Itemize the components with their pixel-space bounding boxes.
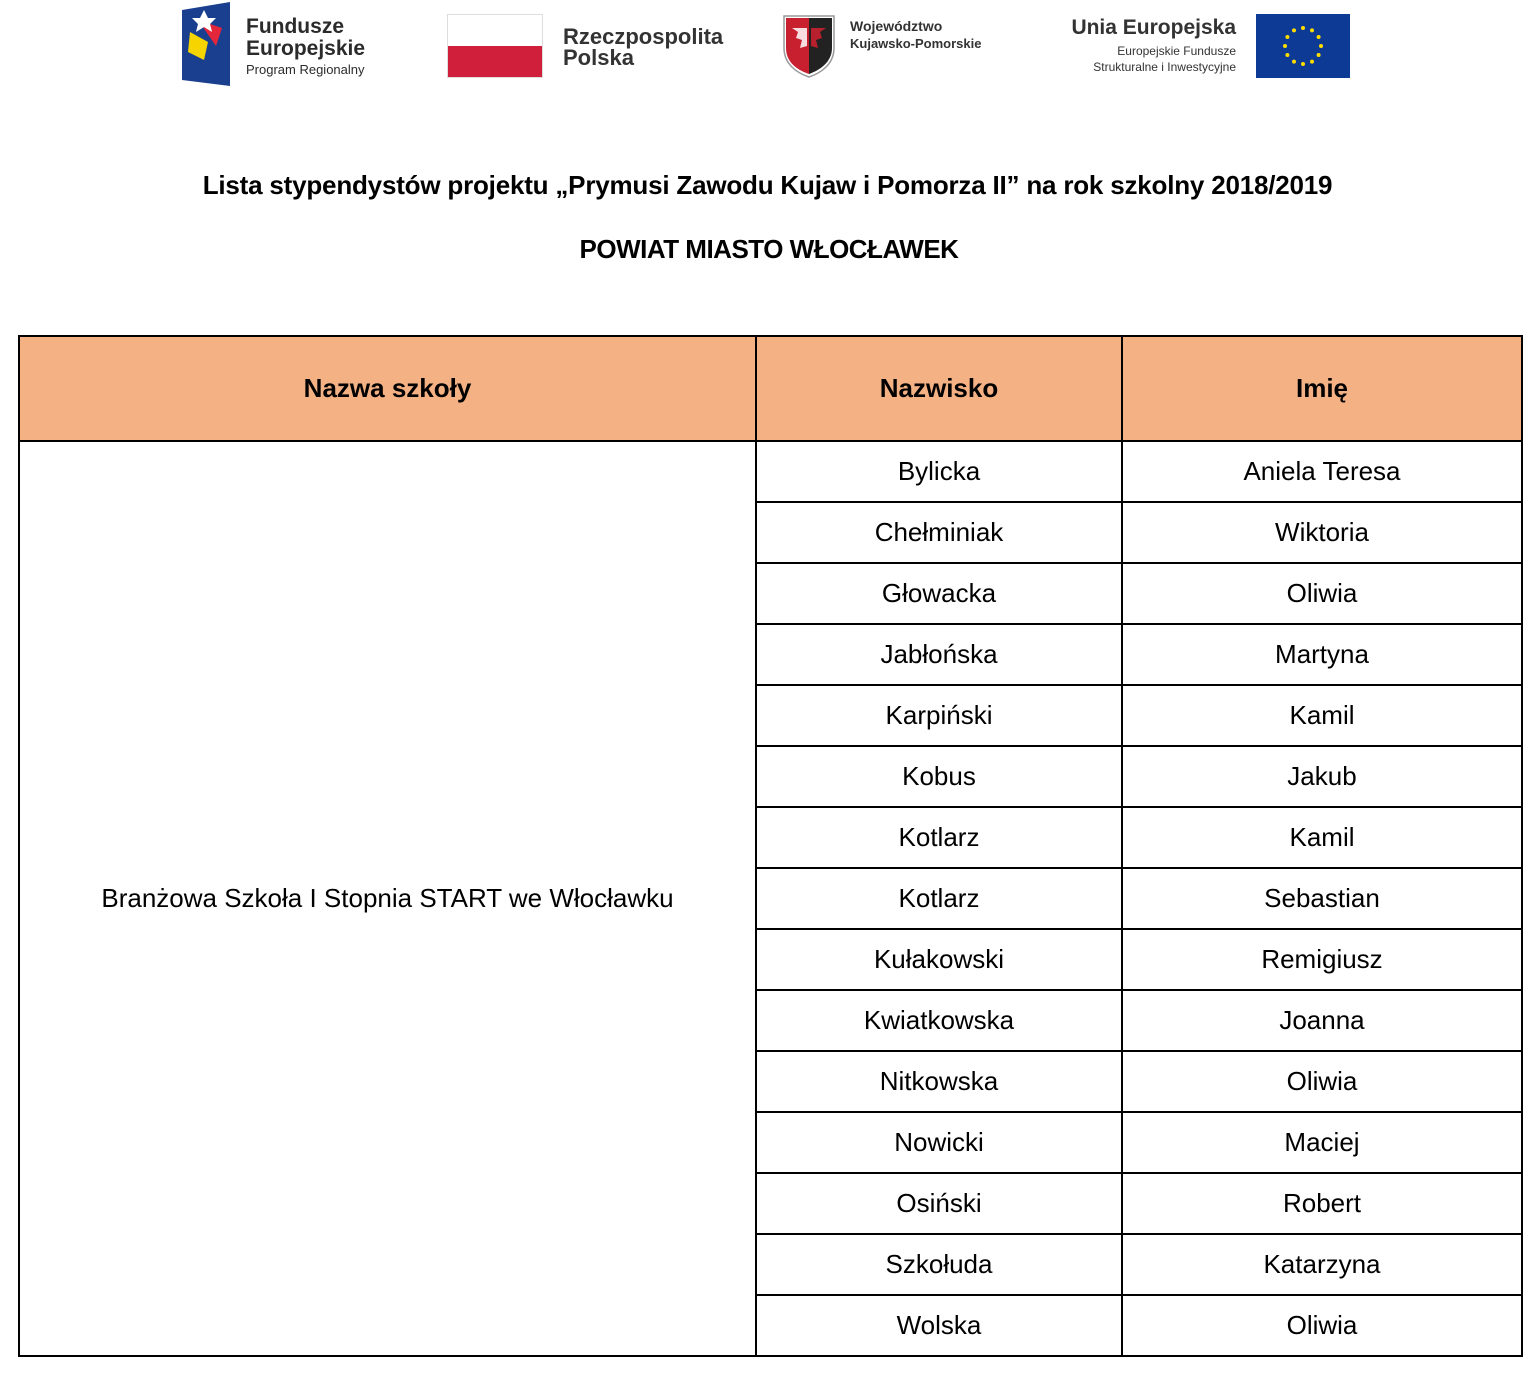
poland-logo-line1: Rzeczpospolita [563, 24, 724, 49]
first-name-cell: Wiktoria [1122, 502, 1522, 563]
column-header-surname: Nazwisko [756, 336, 1122, 441]
poland-logo-line2: Polska [563, 45, 634, 70]
unia-europejska-logo [1040, 10, 1360, 82]
column-header-school: Nazwa szkoły [19, 336, 756, 441]
fundusze-europejskie-icon [182, 2, 230, 86]
surname-cell: Jabłońska [756, 624, 1122, 685]
surname-cell: Kułakowski [756, 929, 1122, 990]
surname-cell: Kotlarz [756, 868, 1122, 929]
table-header-row [19, 336, 1522, 441]
rzeczpospolita-polska-logo [447, 14, 747, 80]
first-name-cell: Aniela Teresa [1122, 441, 1522, 502]
surname-cell: Głowacka [756, 563, 1122, 624]
first-name-cell: Oliwia [1122, 563, 1522, 624]
surname-cell: Szkołuda [756, 1234, 1122, 1295]
surname-cell: Kobus [756, 746, 1122, 807]
surname-cell: Osiński [756, 1173, 1122, 1234]
eu-logo-line3: Strukturalne i Inwestycyjne [1093, 60, 1236, 74]
region-coat-of-arms-icon [782, 14, 836, 78]
first-name-cell: Oliwia [1122, 1295, 1522, 1356]
region-logo-line2: Kujawsko-Pomorskie [850, 36, 982, 51]
first-name-cell: Jakub [1122, 746, 1522, 807]
school-name-cell: Branżowa Szkoła I Stopnia START we Włocławku [19, 441, 756, 1356]
eu-flag-icon [1256, 14, 1350, 78]
first-name-cell: Robert [1122, 1173, 1522, 1234]
funds-logo-line1: Fundusze [246, 15, 344, 38]
surname-cell: Bylicka [756, 441, 1122, 502]
first-name-cell: Katarzyna [1122, 1234, 1522, 1295]
surname-cell: Kotlarz [756, 807, 1122, 868]
poland-flag-icon [447, 14, 543, 78]
first-name-cell: Remigiusz [1122, 929, 1522, 990]
surname-cell: Nowicki [756, 1112, 1122, 1173]
table-row [19, 441, 1522, 502]
logo-bar [0, 0, 1530, 100]
column-header-first-name: Imię [1122, 336, 1522, 441]
surname-cell: Karpiński [756, 685, 1122, 746]
funds-logo-line2: Europejskie [246, 37, 366, 60]
document-subtitle: POWIAT MIASTO WŁOCŁAWEK [579, 234, 959, 264]
document-title: Lista stypendystów projektu „Prymusi Zawodu Kujaw i Pomorza II” na rok szkolny 2018/2019 [202, 170, 1333, 200]
eu-logo-line1: Unia Europejska [1071, 16, 1236, 39]
first-name-cell: Oliwia [1122, 1051, 1522, 1112]
first-name-cell: Kamil [1122, 685, 1522, 746]
region-logo-line1: Województwo [850, 18, 943, 34]
first-name-cell: Martyna [1122, 624, 1522, 685]
kujawsko-pomorskie-logo [782, 12, 1012, 82]
surname-cell: Kwiatkowska [756, 990, 1122, 1051]
funds-logo-line3: Program Regionalny [246, 62, 365, 77]
first-name-cell: Sebastian [1122, 868, 1522, 929]
surname-cell: Nitkowska [756, 1051, 1122, 1112]
first-name-cell: Kamil [1122, 807, 1522, 868]
first-name-cell: Joanna [1122, 990, 1522, 1051]
surname-cell: Wolska [756, 1295, 1122, 1356]
scholarship-table [18, 335, 1523, 1357]
first-name-cell: Maciej [1122, 1112, 1522, 1173]
fundusze-europejskie-logo [182, 2, 402, 88]
surname-cell: Chełminiak [756, 502, 1122, 563]
eu-logo-line2: Europejskie Fundusze [1117, 44, 1236, 58]
